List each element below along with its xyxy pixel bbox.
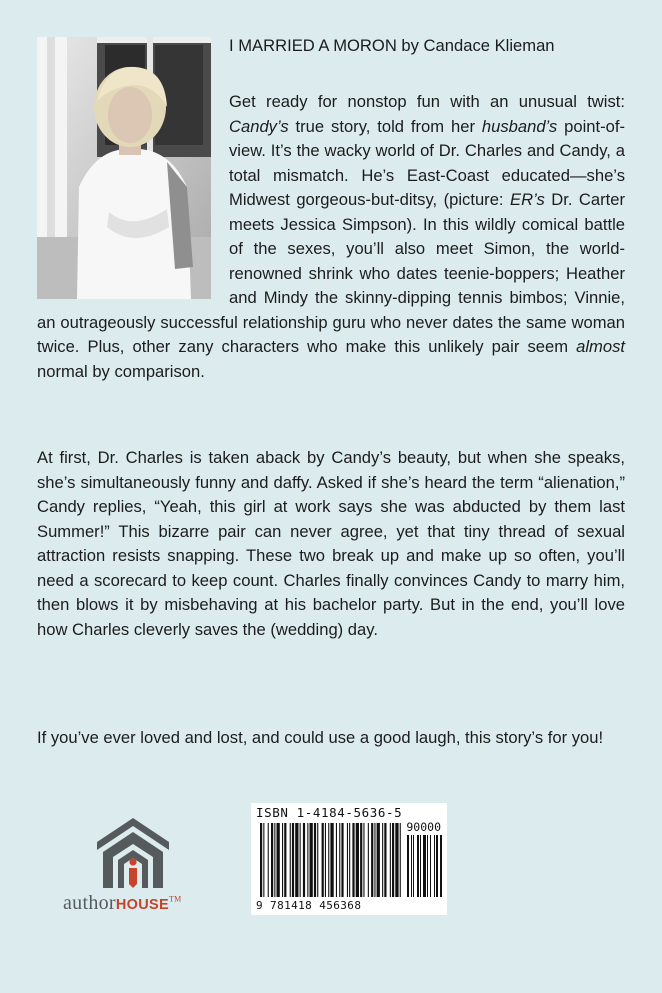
blurb-paragraph-1: Get ready for nonstop fun with an unusual twist: Candy’s true story, told from her husband’s point-of-view. It’s the wacky world of Dr. Charles and Candy, a total mismatch. He’s East-Coast educated—she’s Midwest gorgeous-but-ditsy, (picture: ER’s Dr. Carter meets Jessica Simpson). In this wildly comical battle of the sexes, you’ll also meet Simon, the world-renowned shrink who dates teenie-boppers; Heather and Mindy the skinny-dipping tennis bimbos; Vinnie, an outrageously successful relationship guru who never dates the same woman twice. Plus, other zany characters who make this unlikely pair seem almost normal by comparison. <box>37 92 625 381</box>
book-title-author: I MARRIED A MORON by Candace Klieman <box>229 36 555 55</box>
isbn-number: ISBN 1-4184-5636-5 <box>256 805 403 820</box>
isbn-barcode <box>251 803 447 915</box>
publisher-wordmark: authorHOUSE™ <box>63 892 182 914</box>
house-icon <box>63 812 213 892</box>
ean-number: 9 781418 456368 <box>256 899 362 912</box>
blurb-paragraph-3: If you’ve ever loved and lost, and could use a good laugh, this story’s for you! <box>37 728 604 747</box>
price-code: 90000 <box>406 820 441 834</box>
blurb-paragraph-2: At first, Dr. Charles is taken aback by Candy’s beauty, but when she speaks, she’s simultaneously funny and daffy. Asked if she’s heard the term “alienation,” Candy replies, “Yeah, this girl at work says she was abducted by them last Summer!” This bizarre pair can never agree, yet that tiny thread of sexual attraction resists snapping. These two break up and make up so often, you’ll need a scorecard to keep count. Charles finally convinces Candy to marry him, then blows it by misbehaving at his bachelor party. But in the end, you’ll love how Charles cleverly saves the (wedding) day. <box>37 448 625 639</box>
publisher-logo <box>63 812 213 922</box>
